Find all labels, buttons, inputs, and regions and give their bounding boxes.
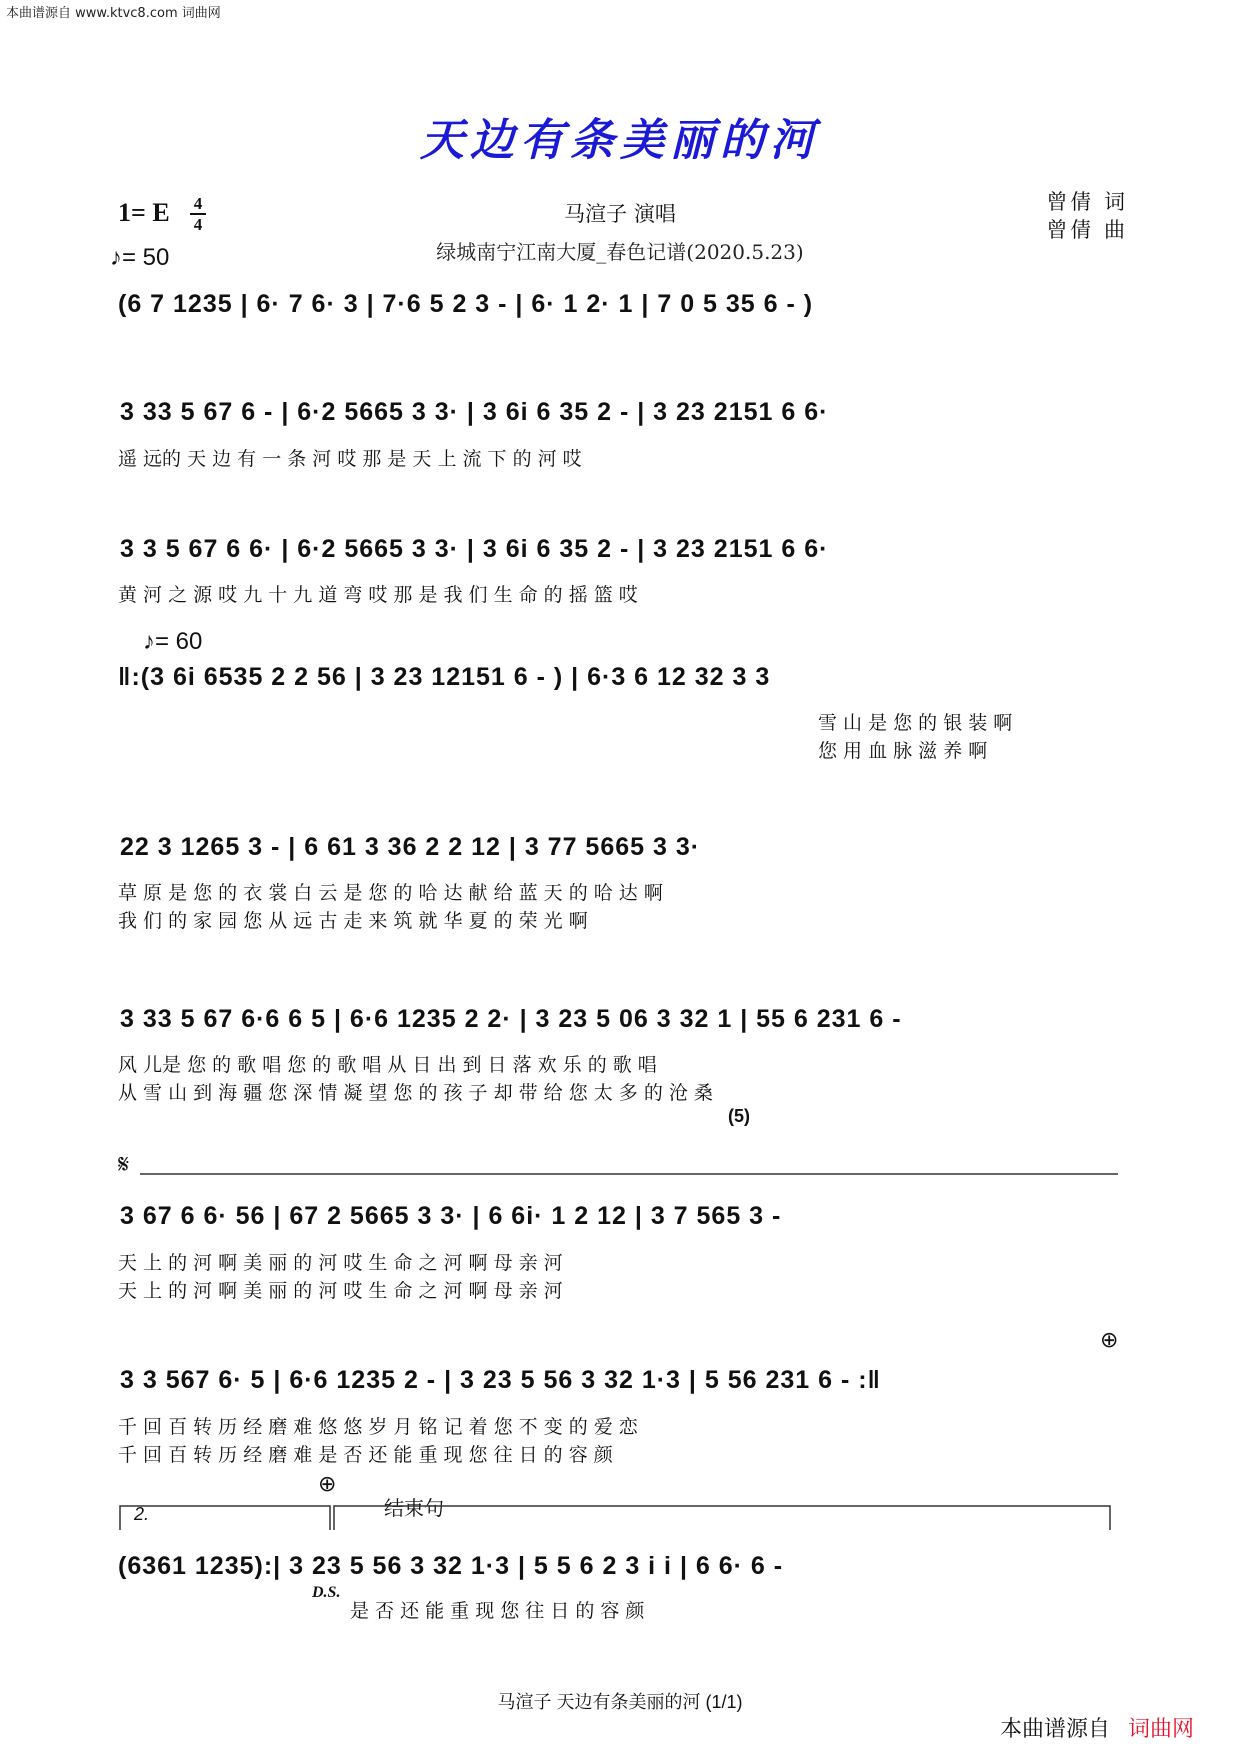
coda-sign-2: ⊕	[318, 1472, 337, 1497]
score-row-4-notes: ‖:(3 6i 6535 2 2 56 | 3 23 12151 6 - ) | 6·3 6 12 32 3 3	[118, 663, 771, 691]
page-footer: 马渲子 天边有条美丽的河 (1/1)	[497, 1692, 743, 1712]
score-row-8-notes: 3 3 567 6· 5 | 6·6 1235 2 - | 3 23 5 56 3 32 1·3 | 5 56 231 6 - :‖	[120, 1366, 881, 1394]
segno-sign: 𝄋	[118, 1150, 130, 1180]
song-title: 天边有条美丽的河	[420, 115, 820, 166]
time-signature-top: 4	[193, 194, 203, 213]
score-row-4-lyrics-1: 雪 山 是 您 的 银 装 啊	[818, 712, 1013, 734]
transcriber-credit: 绿城南宁江南大厦_春色记谱(2020.5.23)	[436, 240, 804, 264]
score-row-7-lyrics-1: 天 上 的 河 啊 美 丽 的 河 哎 生 命 之 河 啊 母 亲 河	[118, 1252, 563, 1274]
score-row-6-lyrics-1: 风 儿是 您 的 歌 唱 您 的 歌 唱 从 日 出 到 日 落 欢 乐 的 歌 唱	[118, 1054, 657, 1076]
bottom-watermark-left: 本曲谱源自	[1000, 1717, 1111, 1742]
score-row-5-lyrics-1: 草 原 是 您 的 衣 裳 白 云 是 您 的 哈 达 献 给 蓝 天 的 哈 达 啊	[118, 882, 663, 904]
coda-sign: ⊕	[1100, 1328, 1119, 1353]
volta-number: 2.	[134, 1504, 150, 1524]
score-row-2-notes: 3 33 5 67 6 - | 6·2 5665 3 3· | 3 6i 6 35 2 - | 3 23 2151 6 6·	[120, 398, 829, 426]
rehearsal-marker: (5)	[728, 1106, 750, 1126]
score-row-2-lyrics: 遥 远的 天 边 有 一 条 河 哎 那 是 天 上 流 下 的 河 哎	[118, 448, 582, 470]
score-row-7-lyrics-2: 天 上 的 河 啊 美 丽 的 河 哎 生 命 之 河 啊 母 亲 河	[118, 1280, 563, 1302]
score-row-5-lyrics-2: 我 们 的 家 园 您 从 远 古 走 来 筑 就 华 夏 的 荣 光 啊	[118, 910, 588, 932]
score-row-5-notes: 22 3 1265 3 - | 6 61 3 36 2 2 12 | 3 77 5665 3 3·	[120, 833, 701, 861]
score-row-3-notes: 3 3 5 67 6 6· | 6·2 5665 3 3· | 3 6i 6 35 2 - | 3 23 2151 6 6·	[120, 535, 829, 563]
composer-credit: 曾倩 曲	[1046, 218, 1128, 242]
score-row-3-lyrics: 黄 河 之 源 哎 九 十 九 道 弯 哎 那 是 我 们 生 命 的 摇 篮 哎	[118, 584, 638, 606]
time-signature-bottom: 4	[193, 215, 203, 234]
score-row-6-lyrics-2: 从 雪 山 到 海 疆 您 深 情 凝 望 您 的 孩 子 却 带 给 您 太 多 的 沧 桑	[118, 1082, 713, 1104]
source-watermark: 本曲谱源自 www.ktvc8.com 词曲网	[6, 6, 221, 21]
key-signature: 1= E	[118, 198, 170, 227]
singer-credit: 马渲子 演唱	[564, 202, 676, 226]
score-row-8-lyrics-2: 千 回 百 转 历 经 磨 难 是 否 还 能 重 现 您 往 日 的 容 颜	[118, 1444, 613, 1466]
score-row-7-notes: 3 67 6 6· 56 | 67 2 5665 3 3· | 6 6i· 1 2 12 | 3 7 565 3 -	[120, 1202, 782, 1230]
score-row-8-lyrics-1: 千 回 百 转 历 经 磨 难 悠 悠 岁 月 铭 记 着 您 不 变 的 爱 恋	[118, 1416, 638, 1438]
dal-segno-mark: D.S.	[312, 1584, 341, 1601]
tempo-marking-2: ♪= 60	[143, 628, 203, 655]
score-row-1-notes: (6 7 1235 | 6· 7 6· 3 | 7·6 5 2 3 - | 6· 1 2· 1 | 7 0 5 35 6 - )	[118, 290, 814, 318]
volta-bracket-2	[334, 1506, 1110, 1530]
score-row-9-lyrics: 是 否 还 能 重 现 您 往 日 的 容 颜	[350, 1600, 645, 1622]
score-row-6-notes: 3 33 5 67 6·6 6 5 | 6·6 1235 2 2· | 3 23 5 06 3 32 1 | 55 6 231 6 -	[120, 1005, 902, 1033]
score-row-4-lyrics-2: 您 用 血 脉 滋 养 啊	[818, 740, 988, 762]
ending-label: 结束句	[384, 1496, 444, 1520]
bottom-watermark-right: 词曲网	[1128, 1717, 1195, 1742]
volta-bracket-1	[120, 1506, 330, 1530]
score-row-9-notes: (6361 1235):| 3 23 5 56 3 32 1·3 | 5 5 6 2 3 i i | 6 6· 6 -	[118, 1552, 784, 1580]
lyricist-credit: 曾倩 词	[1046, 190, 1128, 214]
tempo-marking: ♪= 50	[110, 244, 170, 271]
